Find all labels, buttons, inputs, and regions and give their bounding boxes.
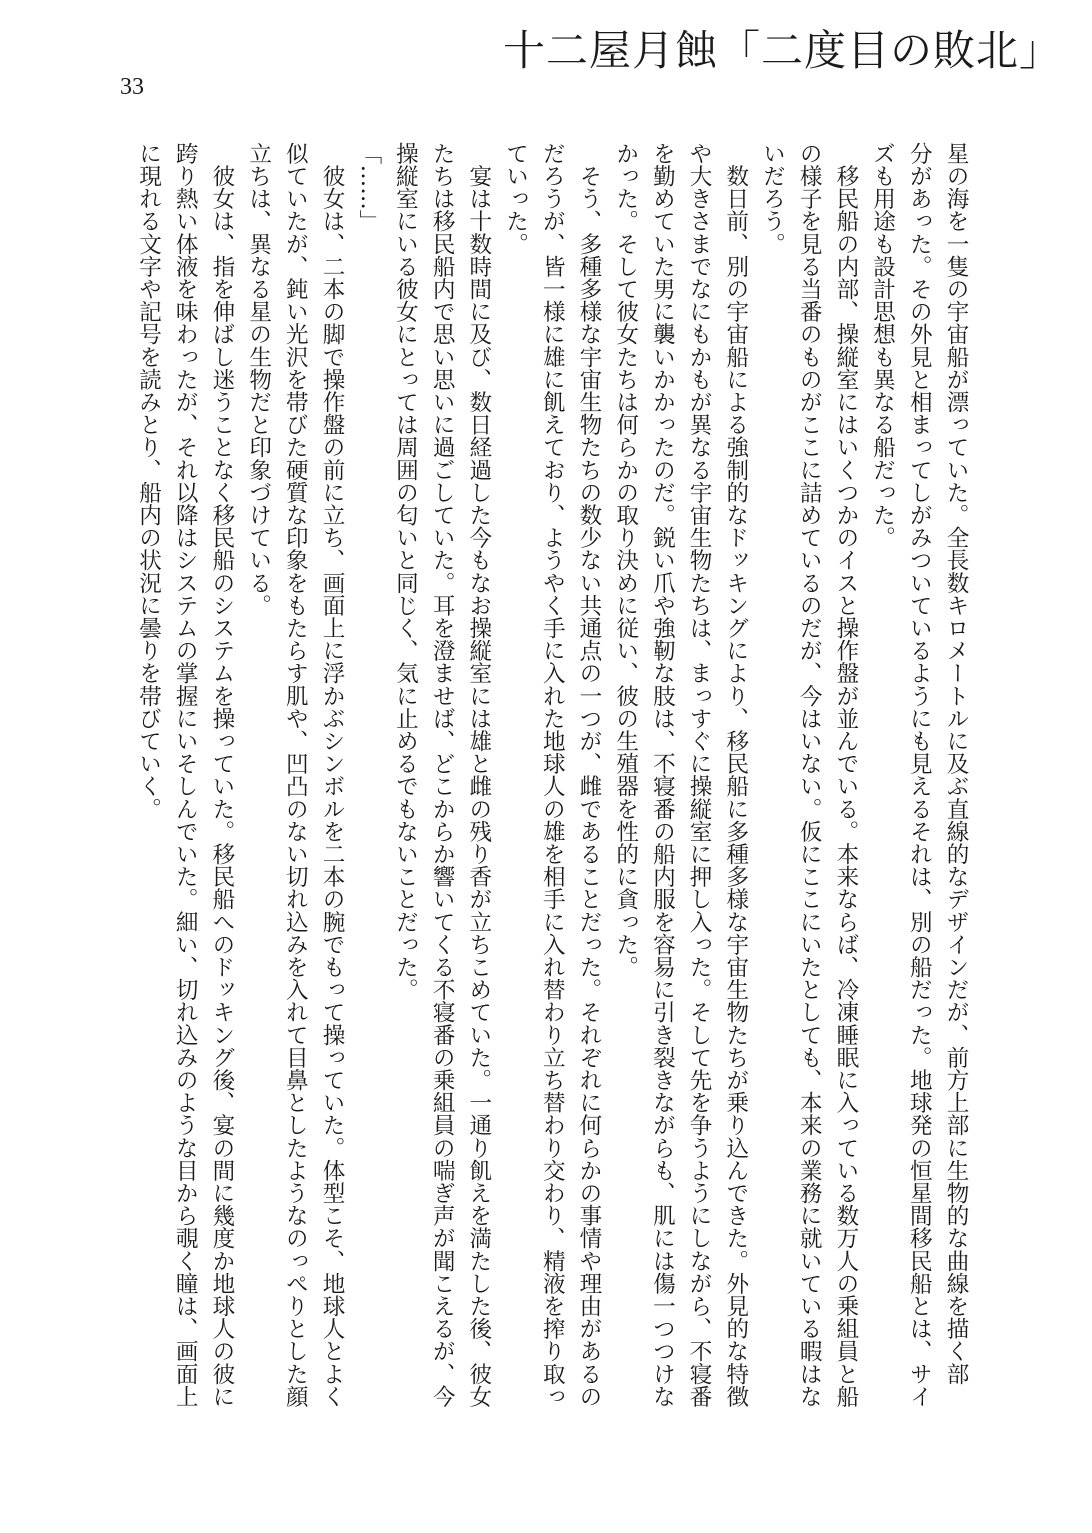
chapter-title: 十二屋月蝕「二度目の敗北」	[502, 26, 1062, 75]
text-column: や大きさまでなにもかもが異なる宇宙生物たちは、まっすぐに操縦室に押し入った。そして先を争うようにしながら、不寝番	[686, 142, 713, 1408]
text-column: 移民船の内部、操縦室にはいくつかのイスと操作盤が並んでいる。本来ならば、冷凍睡眠に入っている数万人の乗組員と船	[832, 142, 859, 1408]
text-column: ズも用途も設計思想も異なる船だった。	[869, 142, 896, 549]
text-column: 彼女は、指を伸ばし迷うことなく移民船のシステムを操っていた。移民船へのドッキング後、宴の間に幾度か地球人の彼に	[208, 142, 235, 1408]
text-column: 操縦室にいる彼女にとっては周囲の匂いと同じく、気に止めるでもないことだった。	[392, 142, 419, 1001]
page-number: 33	[120, 74, 144, 100]
text-column: 分があった。その外見と相まってしがみついているようにも見えるそれは、別の船だった。地球発の恒星間移民船とは、サイ	[906, 142, 933, 1408]
vertical-body-text	[130, 142, 974, 1442]
text-column: 宴は十数時間に及び、数日経過した今もなお操縦室には雄と雌の残り香が立ちこめていた。一通り飢えを満たした後、彼女	[465, 142, 492, 1408]
text-column: だろうが、皆一様に雄に飢えており、ようやく手に入れた地球人の雄を相手に入れ替わり立ち替わり交わり、精液を搾り取っ	[539, 142, 566, 1408]
text-column: 跨り熱い体液を味わったが、それ以降はシステムの掌握にいそしんでいた。細い、切れ込みのような目から覗く瞳は、画面上	[172, 142, 199, 1408]
text-column: 立ちは、異なる星の生物だと印象づけている。	[245, 142, 272, 617]
text-column: かった。そして彼女たちは何らかの取り決めに従い、彼の生殖器を性的に貪った。	[612, 142, 639, 979]
text-column: 数日前、別の宇宙船による強制的なドッキングにより、移民船に多種多様な宇宙生物たちが乗り込んできた。外見的な特徴	[722, 142, 749, 1408]
text-column: 彼女は、二本の脚で操作盤の前に立ち、画面上に浮かぶシンボルを二本の腕でもって操っていた。体型こそ、地球人とよく	[319, 142, 346, 1408]
text-column: たちは移民船内で思い思いに過ごしていた。耳を澄ませば、どこからか響いてくる不寝番の乗組員の喘ぎ声が聞こえるが、今	[429, 142, 456, 1408]
text-column: 似ていたが、鈍い光沢を帯びた硬質な印象をもたらす肌や、凹凸のない切れ込みを入れて目鼻としたようなのっぺりとした顔	[282, 142, 309, 1408]
text-column: に現れる文字や記号を読みとり、船内の状況に曇りを帯びていく。	[135, 142, 162, 820]
text-column: 「……」	[355, 142, 382, 233]
text-column: の様子を見る当番のものがここに詰めているのだが、今はいない。仮にここにいたとしても、本来の業務に就いている暇はな	[796, 142, 823, 1408]
text-column: そう、多種多様な宇宙生物たちの数少ない共通点の一つが、雌であることだった。それぞれに何らかの事情や理由があるの	[575, 142, 602, 1408]
text-column: ていった。	[502, 142, 529, 255]
text-column: 星の海を一隻の宇宙船が漂っていた。全長数キロメートルに及ぶ直線的なデザインだが、前方上部に生物的な曲線を描く部	[943, 142, 969, 1385]
text-column: を勤めていた男に襲いかかったのだ。鋭い爪や強靭な肢は、不寝番の船内服を容易に引き裂きながらも、肌には傷一つつけな	[649, 142, 676, 1408]
text-column: いだろう。	[759, 142, 786, 255]
